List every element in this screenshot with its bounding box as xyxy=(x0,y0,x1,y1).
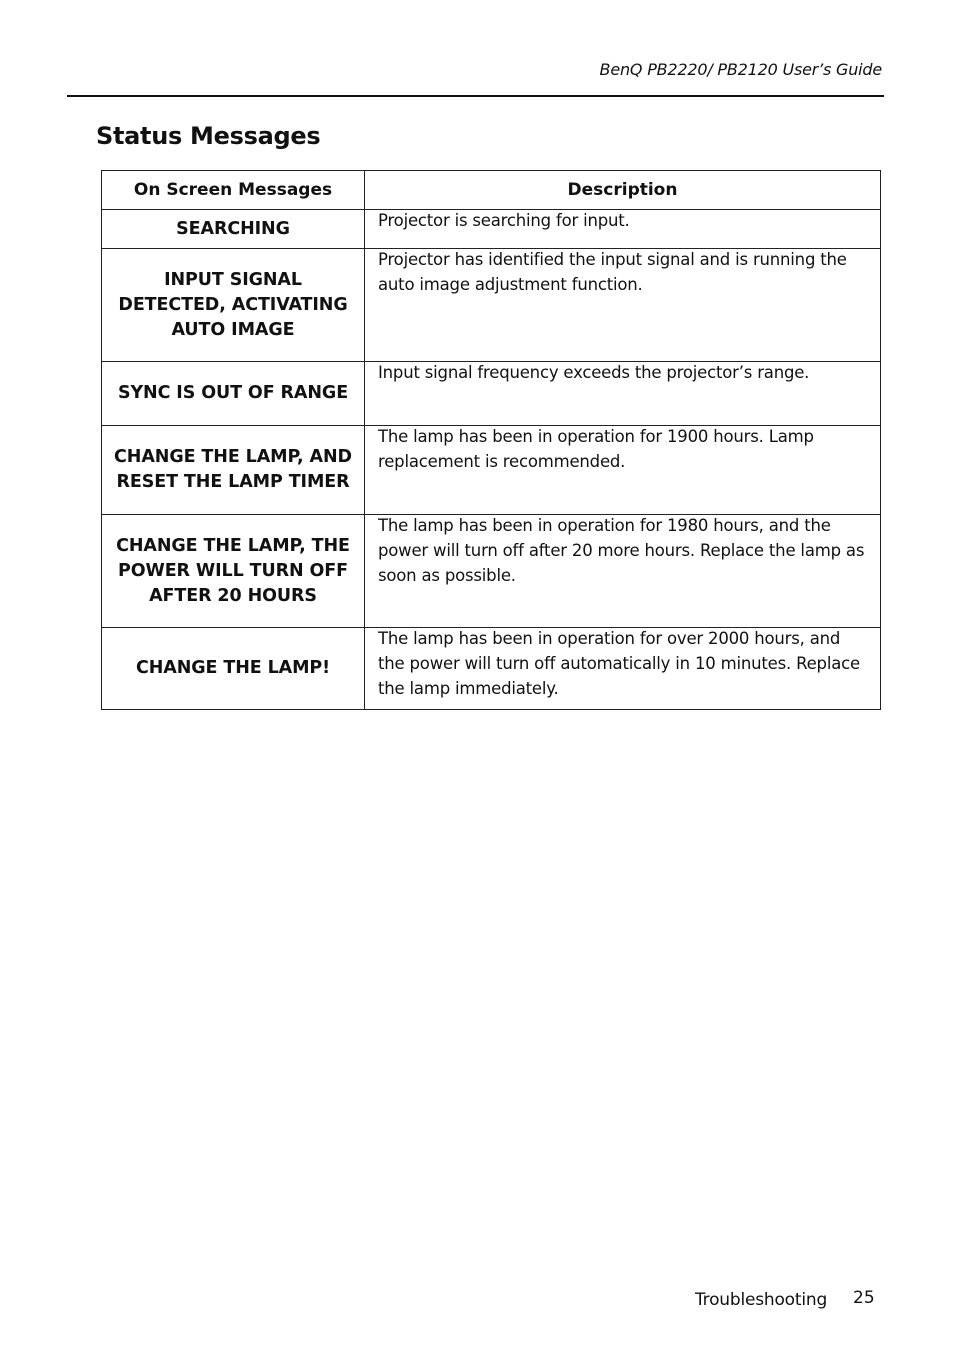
section-title: Status Messages xyxy=(96,122,321,150)
description-text: Input signal frequency exceeds the projector’s range. xyxy=(378,363,810,382)
message-cell: INPUT SIGNAL DETECTED, ACTIVATING AUTO IMAGE xyxy=(102,249,365,362)
message-cell: CHANGE THE LAMP, THE POWER WILL TURN OFF AFTER 20 HOURS xyxy=(102,515,365,628)
description-cell xyxy=(365,249,881,362)
description-cell xyxy=(365,628,881,710)
description-cell xyxy=(365,362,881,426)
page-number: 25 xyxy=(853,1288,875,1308)
table-row xyxy=(102,210,881,249)
column-header-description: Description xyxy=(365,171,881,210)
description-text: The lamp has been in operation for 1980 hours, and the power will turn off after 20 more hours. Replace the lamp as soon as possible. xyxy=(378,516,865,585)
header-divider xyxy=(67,95,884,97)
description-cell xyxy=(365,515,881,628)
column-header-messages: On Screen Messages xyxy=(102,171,365,210)
description-text: The lamp has been in operation for 1900 hours. Lamp replacement is recommended. xyxy=(378,427,814,471)
message-cell: SEARCHING xyxy=(102,210,365,249)
description-text: Projector is searching for input. xyxy=(378,211,630,230)
footer-section-name: Troubleshooting xyxy=(695,1290,828,1310)
status-messages-table xyxy=(101,170,881,710)
description-cell xyxy=(365,426,881,515)
description-cell xyxy=(365,210,881,249)
description-text: Projector has identified the input signal and is running the auto image adjustment function. xyxy=(378,250,847,294)
description-text: The lamp has been in operation for over 2000 hours, and the power will turn off automatically in 10 minutes. Replace the lamp immediately. xyxy=(378,629,860,698)
table-row xyxy=(102,249,881,362)
running-header: BenQ PB2220/ PB2120 User’s Guide xyxy=(599,60,882,79)
table-row xyxy=(102,362,881,426)
table-row xyxy=(102,628,881,710)
message-cell: CHANGE THE LAMP! xyxy=(102,628,365,710)
table-row xyxy=(102,426,881,515)
table-row xyxy=(102,515,881,628)
message-cell: SYNC IS OUT OF RANGE xyxy=(102,362,365,426)
message-cell: CHANGE THE LAMP, AND RESET THE LAMP TIMER xyxy=(102,426,365,515)
table-header-row xyxy=(102,171,881,210)
